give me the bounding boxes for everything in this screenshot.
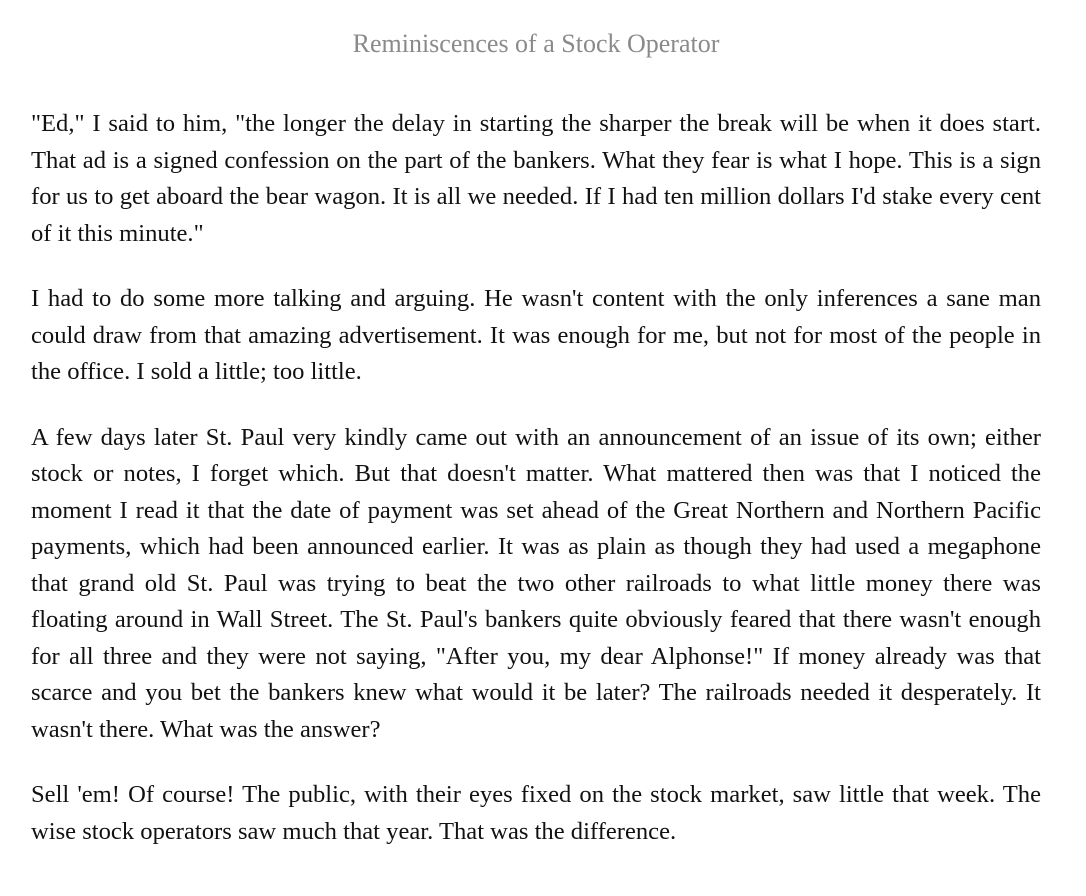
book-title: Reminiscences of a Stock Operator [352,29,720,58]
paragraph: Sell 'em! Of course! The public, with their eyes fixed on the stock market, saw little that week. The wise stock operators saw much that year. That was the difference. [31,781,1041,845]
reader-page [31,0,1041,896]
paragraph: A few days later St. Paul very kindly came out with an announcement of an issue of its own; either stock or notes, I forget which. But that doesn't matter. What mattered then was that I noticed the moment I read it that the date of payment was set ahead of the Great Northern and Northern Pacific payments, which had been announced earlier. It was as plain as though they had used a megaphone that grand old St. Paul was trying to beat the two other railroads to what little money there was floating around in Wall Street. The St. Paul's bankers quite obviously feared that there wasn't enough for all three and they were not saying, "After you, my dear Alphonse!" If money already was that scarce and you bet the bankers knew what would it be later? The railroads needed it desperately. It wasn't there. What was the answer? [31,423,1041,743]
paragraph: I had to do some more talking and arguing. He wasn't content with the only inferences a sane man could draw from that amazing advertisement. It was enough for me, but not for most of the people in the office. I sold a little; too little. [31,285,1041,385]
reading-content [31,106,1041,850]
paragraph: "Ed," I said to him, "the longer the delay in starting the sharper the break will be when it does start. That ad is a signed confession on the part of the bankers. What they fear is what I hope. This is a sign for us to get aboard the bear wagon. It is all we needed. If I had ten million dollars I'd stake every cent of it this minute." [31,110,1041,247]
